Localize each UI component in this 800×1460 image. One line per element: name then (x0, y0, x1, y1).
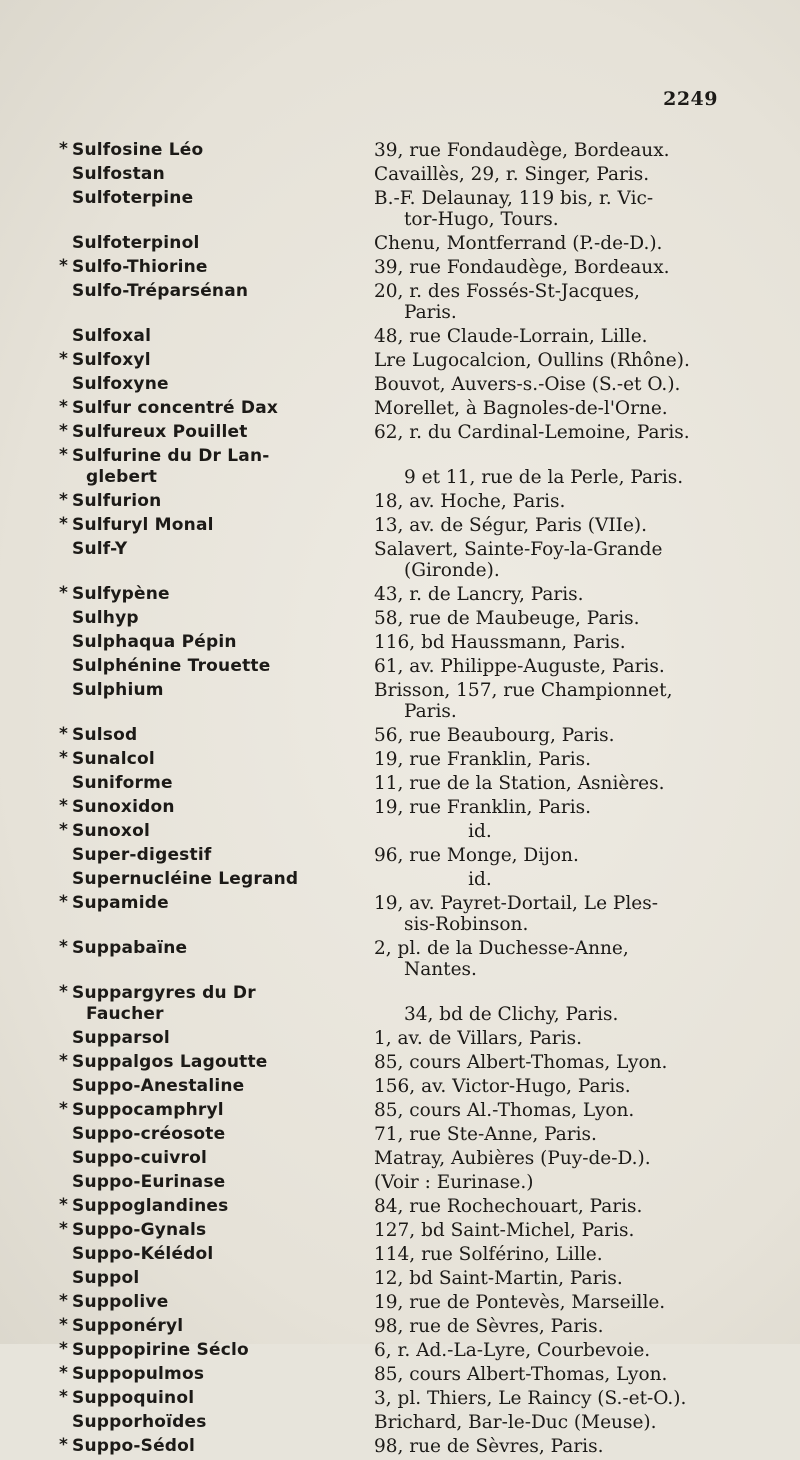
list-item (58, 1388, 728, 1409)
product-name (58, 1220, 374, 1241)
product-name (58, 491, 374, 512)
list-item (58, 233, 728, 254)
address-line: (Voir : Eurinase.) (374, 1172, 534, 1193)
address (374, 1052, 728, 1073)
product-name-line: Sulfuryl Monal (72, 515, 214, 535)
address-line: 48, rue Claude-Lorrain, Lille. (374, 326, 648, 347)
product-name (58, 725, 374, 746)
product-name (58, 1196, 374, 1217)
list-item (58, 1412, 728, 1433)
asterisk-mark: * (59, 1339, 69, 1359)
asterisk-mark: * (59, 490, 69, 510)
address-line: 11, rue de la Station, Asnières. (374, 773, 665, 794)
product-name (58, 656, 374, 677)
address-line: 116, bd Haussmann, Paris. (374, 632, 626, 653)
list-item (58, 140, 728, 161)
list-item (58, 983, 728, 1025)
product-name-line: Sulfoxal (72, 326, 152, 346)
address (374, 893, 728, 935)
address (374, 140, 728, 161)
product-name-line: Supparsol (72, 1028, 170, 1048)
address (374, 398, 728, 419)
address-line: Salavert, Sainte-Foy-la-Grande (374, 539, 663, 560)
product-name-line: Suppoglandines (72, 1196, 229, 1216)
address (374, 1412, 728, 1433)
list-item (58, 656, 728, 677)
address (374, 257, 728, 278)
product-name-line: Sulfurine du Dr Lan- (72, 446, 270, 466)
address (374, 680, 728, 722)
asterisk-mark: * (59, 1051, 69, 1071)
list-item (58, 398, 728, 419)
address-line: 56, rue Beaubourg, Paris. (374, 725, 615, 746)
product-name (58, 188, 374, 230)
list-item (58, 938, 728, 980)
product-name (58, 422, 374, 443)
product-name-line: Faucher (86, 1004, 164, 1024)
address-line: Chenu, Montferrand (P.-de-D.). (374, 233, 663, 254)
address (374, 374, 728, 395)
list-item (58, 821, 728, 842)
page-number: 2249 (663, 88, 718, 110)
list-item (58, 164, 728, 185)
address-line: 39, rue Fondaudège, Bordeaux. (374, 257, 670, 278)
product-name (58, 1124, 374, 1145)
address (374, 749, 728, 770)
product-name (58, 983, 374, 1025)
product-name (58, 1244, 374, 1265)
asterisk-mark: * (59, 1099, 69, 1119)
asterisk-mark: * (59, 514, 69, 534)
list-item (58, 1220, 728, 1241)
list-item (58, 515, 728, 536)
address (374, 491, 728, 512)
product-name (58, 869, 374, 890)
product-name (58, 140, 374, 161)
product-name-line: Sulfo-Thiorine (72, 257, 208, 277)
product-name-line: Suppo-créosote (72, 1124, 226, 1144)
address-line: 127, bd Saint-Michel, Paris. (374, 1220, 635, 1241)
product-name (58, 632, 374, 653)
product-name (58, 1052, 374, 1073)
address-line: 156, av. Victor-Hugo, Paris. (374, 1076, 631, 1097)
list-item (58, 1292, 728, 1313)
list-item (58, 680, 728, 722)
product-name (58, 1100, 374, 1121)
product-name (58, 539, 374, 581)
product-name (58, 1340, 374, 1361)
address-line: 85, cours Albert-Thomas, Lyon. (374, 1052, 668, 1073)
product-name (58, 1412, 374, 1433)
list-item (58, 1340, 728, 1361)
product-name (58, 164, 374, 185)
address-line: Lre Lugocalcion, Oullins (Rhône). (374, 350, 690, 371)
address (374, 422, 728, 443)
asterisk-mark: * (59, 1315, 69, 1335)
product-name (58, 1172, 374, 1193)
product-name (58, 845, 374, 866)
address (374, 233, 728, 254)
product-name-line: Suppopulmos (72, 1364, 205, 1384)
list-item (58, 632, 728, 653)
address-line: 43, r. de Lancry, Paris. (374, 584, 584, 605)
list-item (58, 257, 728, 278)
asterisk-mark: * (59, 748, 69, 768)
address (374, 797, 728, 818)
list-item (58, 326, 728, 347)
address-line (374, 446, 728, 467)
product-name-line: Supponéryl (72, 1316, 184, 1336)
product-name (58, 233, 374, 254)
list-item (58, 188, 728, 230)
product-name-line: Sunoxidon (72, 797, 175, 817)
product-name-line: Suppopirine Séclo (72, 1340, 249, 1360)
address (374, 983, 728, 1025)
product-name-line: Sulphaqua Pépin (72, 632, 237, 652)
product-name-line: Suppocamphryl (72, 1100, 224, 1120)
list-item (58, 1316, 728, 1337)
address (374, 632, 728, 653)
address-line: Brichard, Bar-le-Duc (Meuse). (374, 1412, 657, 1433)
product-name-line: Supamide (72, 893, 169, 913)
address-line: 62, r. du Cardinal-Lemoine, Paris. (374, 422, 690, 443)
list-item (58, 422, 728, 443)
list-item (58, 1148, 728, 1169)
address (374, 869, 728, 890)
product-name (58, 374, 374, 395)
address-line: 20, r. des Fossés-St-Jacques, (374, 281, 640, 302)
address (374, 1100, 728, 1121)
address-line: Nantes. (404, 959, 477, 980)
address (374, 1220, 728, 1241)
address (374, 539, 728, 581)
address-line: 9 et 11, rue de la Perle, Paris. (404, 467, 684, 488)
list-item (58, 1244, 728, 1265)
asterisk-mark: * (59, 1219, 69, 1239)
asterisk-mark: * (59, 349, 69, 369)
list-item (58, 491, 728, 512)
address (374, 1292, 728, 1313)
product-name (58, 446, 374, 488)
product-name (58, 1268, 374, 1289)
list-item (58, 1436, 728, 1457)
address (374, 1316, 728, 1337)
address (374, 350, 728, 371)
address-line: 98, rue de Sèvres, Paris. (374, 1436, 604, 1457)
address (374, 584, 728, 605)
list-item (58, 1268, 728, 1289)
address (374, 773, 728, 794)
address-line: 19, rue Franklin, Paris. (374, 749, 592, 770)
address-line: 3, pl. Thiers, Le Raincy (S.-et-O.). (374, 1388, 687, 1409)
product-name (58, 893, 374, 935)
address (374, 1076, 728, 1097)
product-name-line: Suppo-Eurinase (72, 1172, 226, 1192)
list-item (58, 350, 728, 371)
address-line: Matray, Aubières (Puy-de-D.). (374, 1148, 651, 1169)
address-line: 85, cours Al.-Thomas, Lyon. (374, 1100, 635, 1121)
product-name (58, 1028, 374, 1049)
list-item (58, 281, 728, 323)
asterisk-mark: * (59, 892, 69, 912)
address-line: (Gironde). (404, 560, 500, 581)
product-name (58, 326, 374, 347)
asterisk-mark: * (59, 583, 69, 603)
address-line: tor-Hugo, Tours. (404, 209, 559, 230)
product-name-line: Suppolive (72, 1292, 169, 1312)
asterisk-mark: * (59, 724, 69, 744)
product-name-line: Sulfur concentré Dax (72, 398, 279, 418)
address (374, 1364, 728, 1385)
product-name-line: Suppol (72, 1268, 140, 1288)
product-name-line: Suniforme (72, 773, 173, 793)
address-line: Paris. (404, 302, 457, 323)
product-name-line: Sulf-Y (72, 539, 128, 559)
address (374, 446, 728, 488)
address (374, 1028, 728, 1049)
product-name-line: Supporhoïdes (72, 1412, 207, 1432)
address-line: 85, cours Albert-Thomas, Lyon. (374, 1364, 668, 1385)
address-line: 19, rue de Pontevès, Marseille. (374, 1292, 666, 1313)
product-name-line: Sulphénine Trouette (72, 656, 271, 676)
address (374, 1340, 728, 1361)
product-name-line: glebert (86, 467, 158, 487)
entry-list (58, 140, 728, 1460)
product-name (58, 1148, 374, 1169)
list-item (58, 749, 728, 770)
address-line: 13, av. de Ségur, Paris (VIIe). (374, 515, 647, 536)
product-name-line: Suppo-cuivrol (72, 1148, 207, 1168)
product-name-line: Suppargyres du Dr (72, 983, 256, 1003)
product-name-line: Suppo-Anestaline (72, 1076, 245, 1096)
product-name-line: Sulfurion (72, 491, 162, 511)
product-name (58, 1292, 374, 1313)
address (374, 845, 728, 866)
product-name-line: Sunoxol (72, 821, 150, 841)
address (374, 1388, 728, 1409)
product-name (58, 398, 374, 419)
address-line: Paris. (404, 701, 457, 722)
list-item (58, 1172, 728, 1193)
address-line: 34, bd de Clichy, Paris. (404, 1004, 619, 1025)
list-item (58, 1196, 728, 1217)
product-name (58, 1388, 374, 1409)
product-name (58, 350, 374, 371)
list-item (58, 893, 728, 935)
product-name-line: Sulhyp (72, 608, 139, 628)
product-name (58, 773, 374, 794)
product-name-line: Suppo-Gynals (72, 1220, 207, 1240)
address-line: 39, rue Fondaudège, Bordeaux. (374, 140, 670, 161)
address-line: 114, rue Solférino, Lille. (374, 1244, 603, 1265)
address (374, 1124, 728, 1145)
product-name-line: Sulfostan (72, 164, 165, 184)
address-line: 98, rue de Sèvres, Paris. (374, 1316, 604, 1337)
product-name (58, 257, 374, 278)
asterisk-mark: * (59, 1363, 69, 1383)
product-name-line: Suppo-Sédol (72, 1436, 196, 1456)
product-name-line: Sulfypène (72, 584, 170, 604)
address (374, 1148, 728, 1169)
address (374, 725, 728, 746)
address (374, 1268, 728, 1289)
asterisk-mark: * (59, 397, 69, 417)
asterisk-mark: * (59, 796, 69, 816)
address (374, 1196, 728, 1217)
asterisk-mark: * (59, 1387, 69, 1407)
address (374, 1436, 728, 1457)
product-name (58, 938, 374, 980)
product-name (58, 797, 374, 818)
asterisk-mark: * (59, 1195, 69, 1215)
address (374, 938, 728, 980)
address-line: 19, rue Franklin, Paris. (374, 797, 592, 818)
product-name-line: Sulfoterpinol (72, 233, 200, 253)
address (374, 1172, 728, 1193)
list-item (58, 1364, 728, 1385)
address (374, 164, 728, 185)
product-name (58, 821, 374, 842)
address (374, 656, 728, 677)
product-name-line: Sulfoxyl (72, 350, 151, 370)
address-line: id. (374, 821, 492, 842)
list-item (58, 1052, 728, 1073)
asterisk-mark: * (59, 421, 69, 441)
address-line: B.-F. Delaunay, 119 bis, r. Vic- (374, 188, 654, 209)
asterisk-mark: * (59, 820, 69, 840)
list-item (58, 1100, 728, 1121)
address-line: 19, av. Payret-Dortail, Le Ples- (374, 893, 658, 914)
product-name-line: Sulsod (72, 725, 138, 745)
product-name-line: Suppabaïne (72, 938, 188, 958)
asterisk-mark: * (59, 445, 69, 465)
asterisk-mark: * (59, 1291, 69, 1311)
product-name-line: Sulfo-Tréparsénan (72, 281, 249, 301)
product-name (58, 1436, 374, 1457)
address-line: 58, rue de Maubeuge, Paris. (374, 608, 640, 629)
address-line: sis-Robinson. (404, 914, 529, 935)
address-line: 2, pl. de la Duchesse-Anne, (374, 938, 629, 959)
list-item (58, 1124, 728, 1145)
address (374, 821, 728, 842)
product-name (58, 281, 374, 323)
product-name (58, 584, 374, 605)
address-line: 18, av. Hoche, Paris. (374, 491, 566, 512)
address (374, 281, 728, 323)
asterisk-mark: * (59, 982, 69, 1002)
address-line: 96, rue Monge, Dijon. (374, 845, 579, 866)
address-line: 6, r. Ad.-La-Lyre, Courbevoie. (374, 1340, 651, 1361)
product-name-line: Sulphium (72, 680, 164, 700)
product-name-line: Suppalgos Lagoutte (72, 1052, 268, 1072)
product-name (58, 749, 374, 770)
address-line: Cavaillès, 29, r. Singer, Paris. (374, 164, 650, 185)
address-line: Brisson, 157, rue Championnet, (374, 680, 673, 701)
address (374, 188, 728, 230)
product-name (58, 1364, 374, 1385)
address-line (374, 983, 728, 1004)
address-line: 1, av. de Villars, Paris. (374, 1028, 582, 1049)
address-line: 71, rue Ste-Anne, Paris. (374, 1124, 597, 1145)
product-name (58, 515, 374, 536)
list-item (58, 584, 728, 605)
list-item (58, 446, 728, 488)
list-item (58, 539, 728, 581)
address-line: 61, av. Philippe-Auguste, Paris. (374, 656, 665, 677)
product-name-line: Sulfureux Pouillet (72, 422, 248, 442)
product-name (58, 1076, 374, 1097)
list-item (58, 725, 728, 746)
address (374, 608, 728, 629)
list-item (58, 608, 728, 629)
product-name-line: Sulfosine Léo (72, 140, 204, 160)
list-item (58, 374, 728, 395)
list-item (58, 773, 728, 794)
address-line: Morellet, à Bagnoles-de-l'Orne. (374, 398, 668, 419)
product-name (58, 1316, 374, 1337)
product-name-line: Sulfoterpine (72, 188, 194, 208)
address (374, 515, 728, 536)
address-line: 84, rue Rochechouart, Paris. (374, 1196, 643, 1217)
asterisk-mark: * (59, 139, 69, 159)
list-item (58, 1076, 728, 1097)
address-line: Bouvot, Auvers-s.-Oise (S.-et O.). (374, 374, 681, 395)
product-name-line: Sunalcol (72, 749, 155, 769)
list-item (58, 845, 728, 866)
product-name-line: Suppoquinol (72, 1388, 195, 1408)
address-line: id. (374, 869, 492, 890)
product-name-line: Sulfoxyne (72, 374, 169, 394)
address-line: 12, bd Saint-Martin, Paris. (374, 1268, 623, 1289)
asterisk-mark: * (59, 1435, 69, 1455)
address (374, 326, 728, 347)
product-name-line: Super-digestif (72, 845, 212, 865)
product-name (58, 680, 374, 722)
address (374, 1244, 728, 1265)
list-item (58, 797, 728, 818)
list-item (58, 1028, 728, 1049)
list-item (58, 869, 728, 890)
asterisk-mark: * (59, 937, 69, 957)
product-name-line: Suppo-Kélédol (72, 1244, 214, 1264)
asterisk-mark: * (59, 256, 69, 276)
product-name-line: Supernucléine Legrand (72, 869, 299, 889)
product-name (58, 608, 374, 629)
